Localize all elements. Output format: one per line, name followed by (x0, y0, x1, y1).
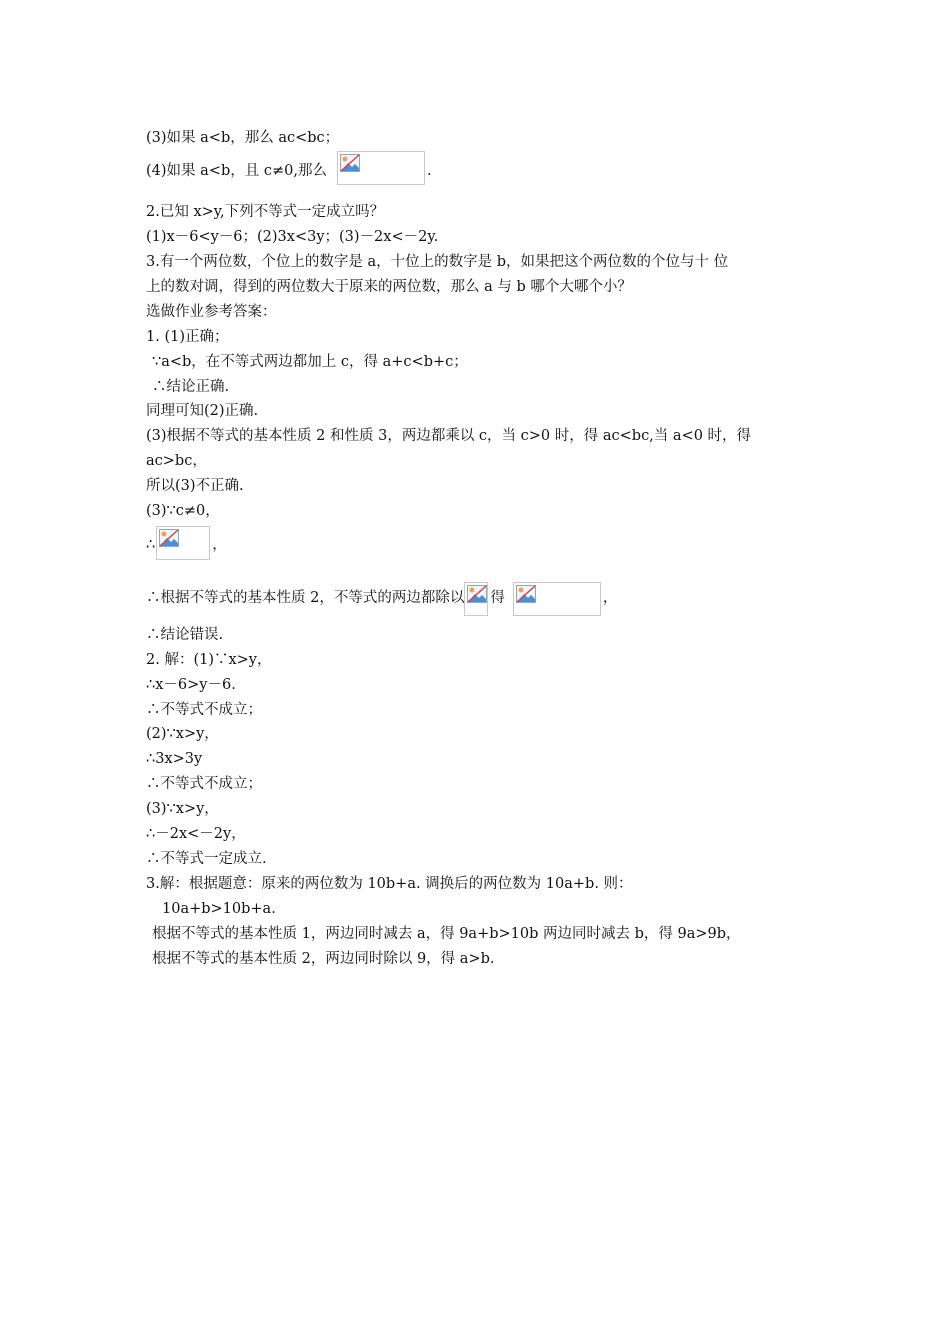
broken-image-icon (340, 154, 360, 172)
text-segment: ， (212, 537, 227, 553)
formula-image (513, 582, 601, 616)
text-line: ∴不等式一定成立. (146, 851, 267, 867)
text-line (146, 157, 432, 185)
text-line: ac>bc， (146, 453, 207, 469)
text-line: (3)如果 a<b，那么 ac<bc； (146, 130, 340, 146)
text-line: ∵a<b，在不等式两边都加上 c，得 a+c<b+c； (152, 354, 468, 370)
broken-image-icon (516, 585, 536, 603)
text-line: ∴3x>3y (146, 751, 203, 767)
text-line: 2. 解：(1)∵x>y， (146, 652, 272, 668)
formula-image (464, 582, 488, 616)
text-line: (1)x－6<y－6；(2)3x<3y；(3)－2x<－2y. (146, 229, 439, 245)
broken-image-icon (159, 529, 179, 547)
text-line: 根据不等式的基本性质 1，两边同时减去 a，得 9a+b>10b 两边同时减去 b，得 9a>9b， (152, 926, 741, 942)
text-line: (3)根据不等式的基本性质 2 和性质 3，两边都乘以 c，当 c>0 时，得 ac<bc,当 a<0 时，得 (146, 428, 752, 444)
text-line: 同理可知(2)正确. (146, 403, 259, 419)
text-line: ∴结论正确. (152, 379, 230, 395)
text-line (146, 530, 227, 560)
text-line: ∴结论错误. (146, 627, 224, 643)
text-segment: 得 (490, 590, 505, 606)
text-line: 2.已知 x>y,下列不等式一定成立吗？ (146, 204, 385, 220)
text-line: (2)∵x>y， (146, 726, 219, 742)
text-line: 选做作业参考答案： (146, 304, 277, 320)
text-line: 1. (1)正确； (146, 329, 229, 345)
formula-image (156, 526, 210, 560)
text-line: 上的数对调，得到的两位数大于原来的两位数，那么 a 与 b 哪个大哪个小？ (146, 279, 632, 295)
text-line: ∴x－6>y－6. (146, 677, 236, 693)
text-segment: ∴根据不等式的基本性质 2，不等式的两边都除以 (146, 590, 465, 606)
formula-image (337, 151, 425, 185)
broken-image-icon (467, 585, 487, 603)
text-line: ∴－2x<－2y， (146, 826, 246, 842)
text-segment: ， (602, 590, 618, 606)
text-line: ∴不等式不成立； (146, 702, 262, 718)
text-line: (3)∵x>y， (146, 801, 219, 817)
text-segment: (4)如果 a<b，且 c≠0,那么 (146, 163, 327, 179)
text-line: 所以(3)不正确. (146, 478, 244, 494)
text-line: ∴不等式不成立； (146, 776, 262, 792)
text-line: (3)∵c≠0， (146, 503, 220, 519)
text-line (146, 580, 617, 616)
text-line: 10a+b>10b+a. (162, 901, 276, 917)
text-line: 3.有一个两位数，个位上的数字是 a，十位上的数字是 b，如果把这个两位数的个位与十 位 (146, 254, 729, 270)
text-segment: ∴ (146, 537, 156, 553)
text-segment: . (426, 163, 432, 179)
text-line: 根据不等式的基本性质 2，两边同时除以 9，得 a>b. (152, 951, 495, 967)
text-line: 3.解：根据题意：原来的两位数为 10b+a. 调换后的两位数为 10a+b. 则： (146, 876, 633, 892)
